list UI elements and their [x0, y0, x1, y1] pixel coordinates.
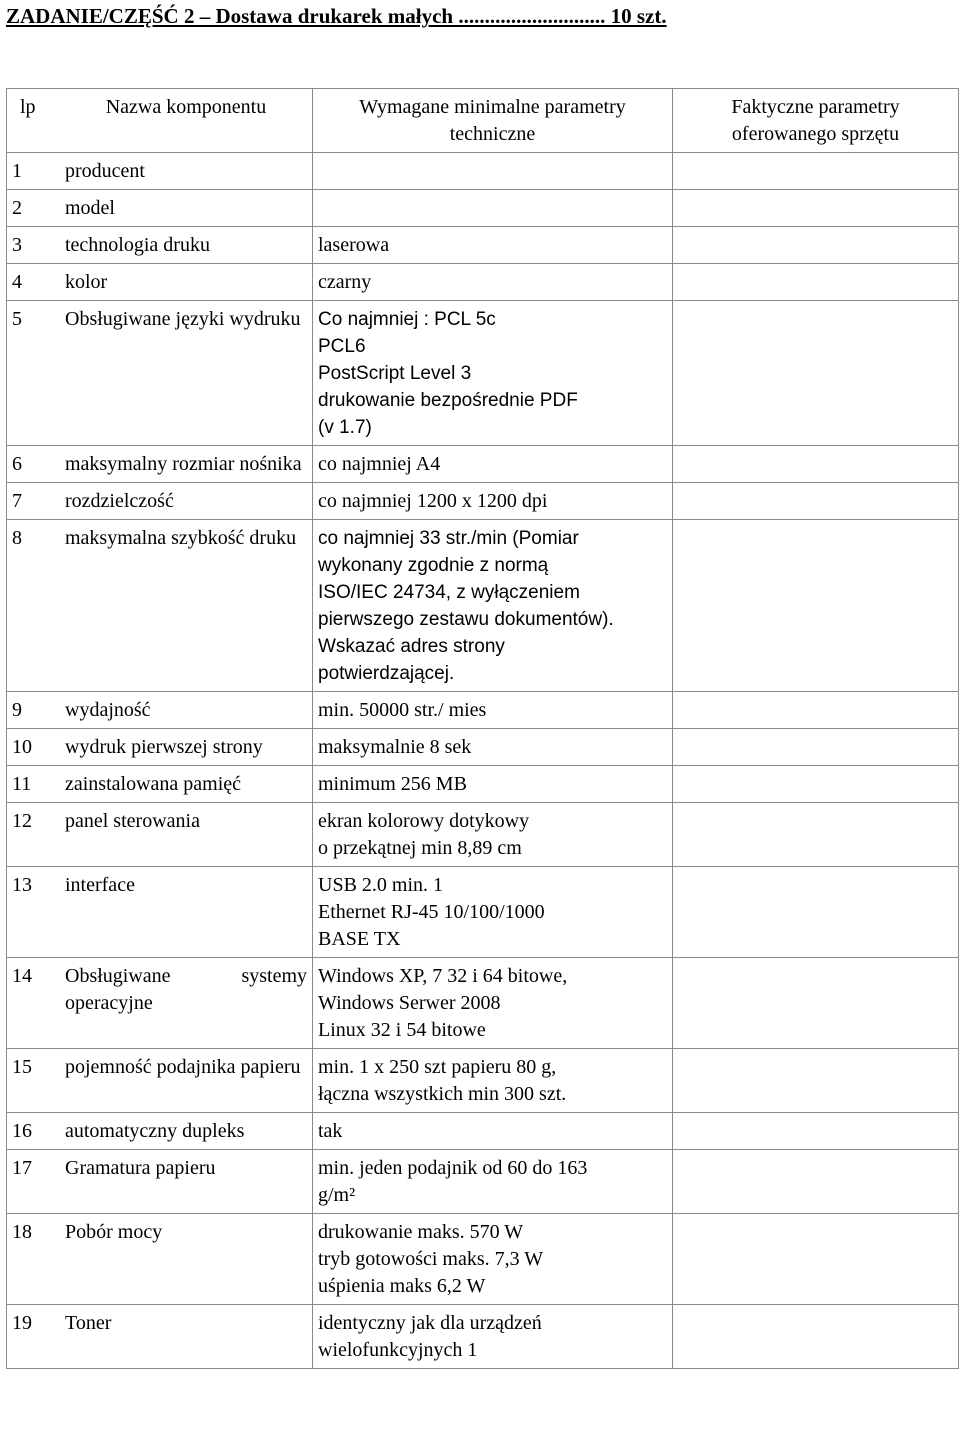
required-parameter-line: identyczny jak dla urządzeń	[318, 1312, 542, 1334]
required-parameters	[313, 190, 673, 227]
offered-parameters-cell[interactable]	[673, 520, 959, 692]
component-name: kolor	[60, 264, 313, 301]
table-row	[7, 1049, 959, 1113]
table-row	[7, 227, 959, 264]
component-name: rozdzielczość	[60, 483, 313, 520]
header-lp: lp	[7, 89, 61, 153]
required-parameters	[313, 446, 673, 483]
offered-parameters-cell[interactable]	[673, 1049, 959, 1113]
row-number: 8	[7, 520, 61, 692]
required-parameter-line: USB 2.0 min. 1	[318, 874, 444, 896]
table-row	[7, 301, 959, 446]
required-parameter-line: pierwszego zestawu dokumentów).	[318, 609, 614, 630]
row-number: 5	[7, 301, 61, 446]
row-number: 3	[7, 227, 61, 264]
table-row	[7, 958, 959, 1049]
component-name: Toner	[60, 1305, 313, 1369]
table-row	[7, 1214, 959, 1305]
component-name: panel sterowania	[60, 803, 313, 867]
table-row	[7, 446, 959, 483]
component-name-text: maksymalna szybkość druku	[65, 527, 297, 549]
table-row	[7, 520, 959, 692]
offered-parameters-cell[interactable]	[673, 803, 959, 867]
required-parameter-line: potwierdzającej.	[318, 663, 455, 684]
required-parameter-line: PCL6	[318, 336, 366, 357]
offered-parameters-cell[interactable]	[673, 766, 959, 803]
component-name: interface	[60, 867, 313, 958]
table-row	[7, 729, 959, 766]
required-parameters	[313, 1305, 673, 1369]
required-parameter-line: uśpienia maks 6,2 W	[318, 1275, 486, 1297]
component-name: wydruk pierwszej strony	[60, 729, 313, 766]
offered-parameters-cell[interactable]	[673, 153, 959, 190]
offered-parameters-cell[interactable]	[673, 1214, 959, 1305]
required-parameters	[313, 1113, 673, 1150]
row-number: 13	[7, 867, 61, 958]
table-row	[7, 803, 959, 867]
row-number: 19	[7, 1305, 61, 1369]
required-parameter-line: Linux 32 i 54 bitowe	[318, 1019, 486, 1041]
required-parameter-line: min. 50000 str./ mies	[318, 699, 487, 721]
required-parameters	[313, 729, 673, 766]
row-number: 18	[7, 1214, 61, 1305]
component-name: model	[60, 190, 313, 227]
offered-parameters-cell[interactable]	[673, 1150, 959, 1214]
row-number: 11	[7, 766, 61, 803]
header-name: Nazwa komponentu	[60, 89, 313, 153]
offered-parameters-cell[interactable]	[673, 483, 959, 520]
row-number: 10	[7, 729, 61, 766]
component-name-text: Obsługiwane języki wydruku	[65, 308, 301, 330]
row-number: 12	[7, 803, 61, 867]
offered-parameters-cell[interactable]	[673, 227, 959, 264]
required-parameter-line: co najmniej A4	[318, 453, 441, 475]
component-name	[60, 520, 313, 692]
required-parameter-line: co najmniej 1200 x 1200 dpi	[318, 490, 548, 512]
offered-parameters-cell[interactable]	[673, 1113, 959, 1150]
required-parameters	[313, 867, 673, 958]
required-parameter-line: maksymalnie 8 sek	[318, 736, 472, 758]
component-name: Pobór mocy	[60, 1214, 313, 1305]
required-parameter-line: min. 1 x 250 szt papieru 80 g,	[318, 1056, 557, 1078]
component-name: technologia druku	[60, 227, 313, 264]
required-parameter-line: BASE TX	[318, 928, 401, 950]
row-number: 4	[7, 264, 61, 301]
required-parameters	[313, 264, 673, 301]
required-parameters	[313, 520, 673, 692]
table-row	[7, 190, 959, 227]
table-row	[7, 867, 959, 958]
required-parameter-line: wielofunkcyjnych 1	[318, 1339, 478, 1361]
offered-parameters-cell[interactable]	[673, 729, 959, 766]
required-parameters	[313, 958, 673, 1049]
component-name-text: pojemność podajnika papieru	[65, 1056, 301, 1078]
required-parameter-line: laserowa	[318, 234, 390, 256]
table-row	[7, 1150, 959, 1214]
required-parameter-line: co najmniej 33 str./min (Pomiar	[318, 528, 579, 549]
component-name: automatyczny dupleks	[60, 1113, 313, 1150]
component-name-text: Obsługiwane systemy operacyjne	[65, 965, 307, 1014]
spec-table	[6, 88, 959, 1369]
component-name-text: maksymalny rozmiar nośnika	[65, 453, 302, 475]
required-parameter-line: ISO/IEC 24734, z wyłączeniem	[318, 582, 580, 603]
table-row	[7, 1305, 959, 1369]
table-row	[7, 692, 959, 729]
component-name: wydajność	[60, 692, 313, 729]
component-name: zainstalowana pamięć	[60, 766, 313, 803]
required-parameters	[313, 1150, 673, 1214]
required-parameters	[313, 483, 673, 520]
row-number: 1	[7, 153, 61, 190]
component-name	[60, 446, 313, 483]
offered-parameters-cell[interactable]	[673, 1305, 959, 1369]
header-actual: Faktyczne parametry oferowanego sprzętu	[673, 89, 959, 153]
row-number: 16	[7, 1113, 61, 1150]
required-parameter-line: tryb gotowości maks. 7,3 W	[318, 1248, 544, 1270]
offered-parameters-cell[interactable]	[673, 958, 959, 1049]
offered-parameters-cell[interactable]	[673, 446, 959, 483]
header-required: Wymagane minimalne parametry techniczne	[313, 89, 673, 153]
row-number: 6	[7, 446, 61, 483]
table-row	[7, 766, 959, 803]
required-parameter-line: drukowanie maks. 570 W	[318, 1221, 524, 1243]
required-parameter-line: Ethernet RJ-45 10/100/1000	[318, 901, 545, 923]
component-name	[60, 958, 313, 1049]
required-parameter-line: Windows Serwer 2008	[318, 992, 501, 1014]
required-parameter-line: tak	[318, 1120, 343, 1142]
component-name	[60, 1049, 313, 1113]
required-parameter-line: o przekątnej min 8,89 cm	[318, 837, 522, 859]
component-name	[60, 301, 313, 446]
spec-table-body	[7, 89, 959, 1369]
table-row	[7, 483, 959, 520]
required-parameter-line: Co najmniej : PCL 5c	[318, 309, 496, 330]
required-parameters	[313, 1214, 673, 1305]
required-parameter-line: PostScript Level 3	[318, 363, 472, 384]
row-number: 9	[7, 692, 61, 729]
offered-parameters-cell[interactable]	[673, 692, 959, 729]
required-parameter-line: wykonany zgodnie z normą	[318, 555, 549, 576]
table-row	[7, 264, 959, 301]
required-parameter-line: łączna wszystkich min 300 szt.	[318, 1083, 567, 1105]
table-row	[7, 1113, 959, 1150]
offered-parameters-cell[interactable]	[673, 264, 959, 301]
required-parameters	[313, 766, 673, 803]
required-parameters	[313, 803, 673, 867]
required-parameters	[313, 153, 673, 190]
required-parameter-line: drukowanie bezpośrednie PDF	[318, 390, 578, 411]
row-number: 15	[7, 1049, 61, 1113]
required-parameter-line: (v 1.7)	[318, 417, 372, 438]
component-name: producent	[60, 153, 313, 190]
table-header-row	[7, 89, 959, 153]
required-parameters	[313, 692, 673, 729]
offered-parameters-cell[interactable]	[673, 190, 959, 227]
row-number: 7	[7, 483, 61, 520]
required-parameters	[313, 227, 673, 264]
required-parameters	[313, 301, 673, 446]
required-parameter-line: Windows XP, 7 32 i 64 bitowe,	[318, 965, 568, 987]
required-parameters	[313, 1049, 673, 1113]
required-parameter-line: minimum 256 MB	[318, 773, 467, 795]
row-number: 2	[7, 190, 61, 227]
required-parameter-line: czarny	[318, 271, 372, 293]
required-parameter-line: min. jeden podajnik od 60 do 163	[318, 1157, 588, 1179]
document-title: ZADANIE/CZĘŚĆ 2 – Dostawa drukarek małych ............................ 10 szt.	[6, 4, 667, 28]
required-parameter-line: Wskazać adres strony	[318, 636, 505, 657]
row-number: 17	[7, 1150, 61, 1214]
component-name: Gramatura papieru	[60, 1150, 313, 1214]
required-parameter-line: g/m²	[318, 1184, 356, 1206]
row-number: 14	[7, 958, 61, 1049]
table-row	[7, 153, 959, 190]
offered-parameters-cell[interactable]	[673, 301, 959, 446]
required-parameter-line: ekran kolorowy dotykowy	[318, 810, 530, 832]
offered-parameters-cell[interactable]	[673, 867, 959, 958]
